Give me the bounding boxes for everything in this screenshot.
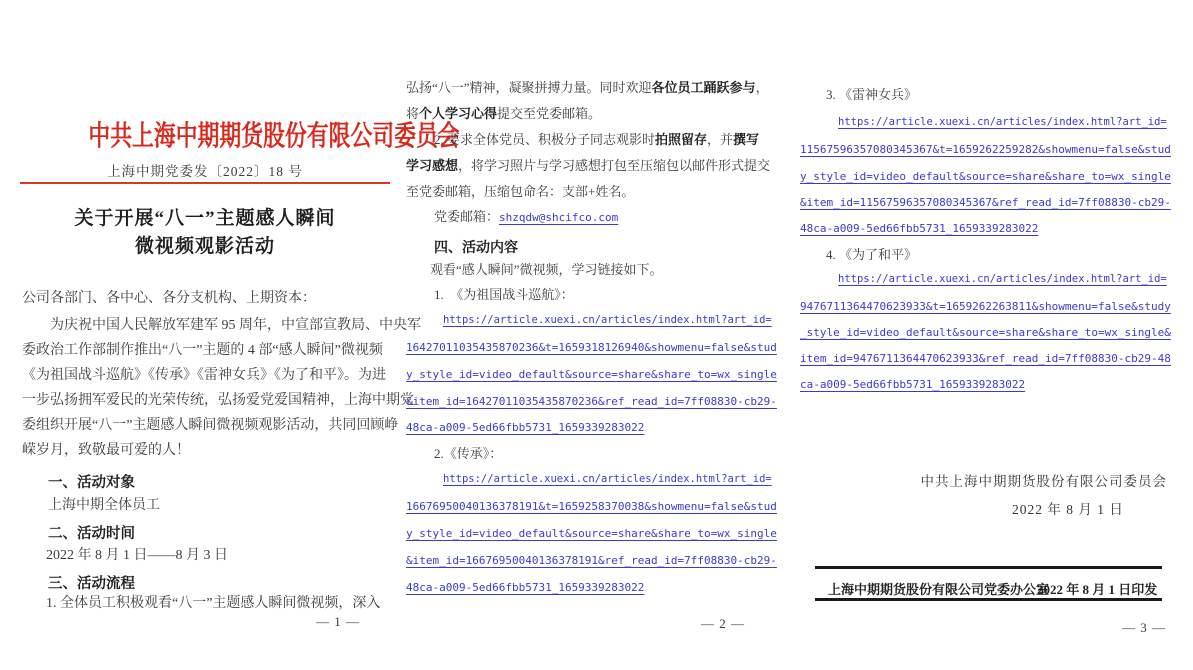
video-link-line[interactable]: &item_id=16676950040136378191&ref_read_id=7ff08830-cb29- (406, 554, 777, 567)
section-text-content: 观看“感人瞬间”微视频，学习链接如下。 (430, 262, 663, 277)
footer-divider-bottom (815, 598, 1162, 601)
page-number-2: — 2 — (701, 616, 745, 631)
signature-date: 2022 年 8 月 1 日 (1012, 502, 1124, 517)
bold-run: 撰写 (733, 132, 760, 147)
bold-run: 个人学习心得 (419, 106, 498, 121)
video-link-line[interactable]: y_style_id=video_default&source=share&share_to=wx_single (406, 527, 777, 540)
video-link-line[interactable]: item_id=9476711364470623933&ref_read_id=7ff08830-cb29-48 (800, 352, 1171, 365)
section-heading-time: 二、活动时间 (48, 526, 135, 542)
body-line (434, 132, 759, 147)
body-line (406, 80, 769, 95)
body-line (406, 106, 601, 121)
body-line: 委组织开展“八一”主题感人瞬间微视频观影活动，共同回顾峥 (22, 418, 399, 433)
email-link[interactable]: shzqdw@shcifco.com (499, 211, 619, 224)
text-run: ， (755, 80, 769, 95)
body-line: 《为祖国战斗巡航》《传承》《雷神女兵》《为了和平》。为进 (22, 368, 386, 383)
text-run: 2. 要求全体党员、积极分子同志观影时 (434, 132, 656, 147)
body-line (406, 158, 770, 173)
video-link-line[interactable]: y_style_id=video_default&source=share&share_to=wx_single (406, 368, 777, 381)
video-link-line[interactable]: https://article.xuexi.cn/articles/index.html?art_id= (838, 273, 1167, 285)
doc-title-line1: 关于开展“八一”主题感人瞬间 (74, 208, 336, 229)
section-heading-process: 三、活动流程 (48, 576, 135, 592)
video-link-line[interactable]: ca-a009-5ed66fbb5731_1659339283022 (800, 378, 1026, 391)
video-link-line[interactable]: 48ca-a009-5ed66fbb5731_1659339283022 (406, 581, 645, 594)
page-number-1: — 1 — (316, 614, 360, 629)
video-link-line[interactable]: _style_id=video_default&source=share&share_to=wx_single& (800, 326, 1171, 339)
section-heading-targets: 一、活动对象 (48, 475, 135, 491)
video-link-line[interactable]: 48ca-a009-5ed66fbb5731_1659339283022 (406, 421, 645, 434)
video-link-line[interactable]: https://article.xuexi.cn/articles/index.html?art_id= (443, 473, 772, 485)
doc-number: 上海中期党委发〔2022〕18 号 (107, 164, 303, 179)
footer-print-date: 2022 年 8 月 1 日印发 (1037, 582, 1158, 597)
bold-run: 各位员工踊跃参与 (651, 80, 756, 95)
org-title-text: 中共上海中期期货股份有限公司委员会 (88, 121, 460, 152)
bold-run: 拍照留存 (655, 132, 708, 147)
signature-org: 中共上海中期期货股份有限公司委员会 (920, 474, 1167, 489)
video-item-title-3: 3. 《雷神女兵》 (826, 87, 918, 102)
text-run: 弘扬“八一”精神，凝聚拼搏力量。同时欢迎 (406, 80, 652, 95)
video-link-line[interactable]: y_style_id=video_default&source=share&share_to=wx_single (800, 170, 1171, 183)
bold-run: 学习感想 (406, 158, 459, 173)
text-run: ，将学习照片与学习感想打包至压缩包以邮件形式提交 (458, 158, 771, 173)
video-item-title-1: 1. 《为祖国战斗巡航》： (434, 287, 574, 302)
video-item-title-4: 4. 《为了和平》 (826, 247, 918, 262)
video-link-line[interactable]: 16427011035435870236&t=1659318126940&showmenu=false&stud (406, 341, 777, 354)
video-link-line[interactable]: 11567596357080345367&t=1659262259282&showmenu=false&stud (800, 143, 1171, 156)
salutation: 公司各部门、各中心、各分支机构、上期资本： (22, 291, 316, 306)
section-text-targets: 上海中期全体员工 (48, 498, 160, 513)
email-line (434, 209, 618, 225)
video-link-line[interactable]: 9476711364470623933&t=1659262263811&showmenu=false&study (800, 300, 1171, 313)
body-line: 至党委邮箱，压缩包命名：支部+姓名。 (406, 184, 635, 199)
video-link-line[interactable]: 48ca-a009-5ed66fbb5731_1659339283022 (800, 222, 1039, 235)
body-line: 委政治工作部制作推出“八一”主题的 4 部“感人瞬间”微视频 (22, 343, 383, 358)
section-text-time: 2022 年 8 月 1 日——8 月 3 日 (46, 548, 228, 563)
video-link-line[interactable]: &item_id=11567596357080345367&ref_read_id=7ff08830-cb29- (800, 196, 1171, 209)
body-line: 嵘岁月，致敬最可爱的人！ (22, 443, 190, 458)
text-run: 提交至党委邮箱。 (497, 106, 602, 121)
video-link-line[interactable]: &item_id=16427011035435870236&ref_read_id=7ff08830-cb29- (406, 395, 777, 408)
footer-office: 上海中期期货股份有限公司党委办公室 (828, 582, 1050, 597)
doc-title-line2: 微视频观影活动 (134, 236, 275, 257)
video-link-line[interactable]: 16676950040136378191&t=1659258370038&showmenu=false&stud (406, 500, 777, 513)
video-item-title-2: 2.《传承》： (434, 446, 503, 461)
section-heading-content: 四、活动内容 (434, 239, 518, 255)
red-separator-line (20, 182, 390, 184)
body-line: 一步弘扬拥军爱民的光荣传统，弘扬爱党爱国精神，上海中期党 (22, 393, 414, 408)
video-link-line[interactable]: https://article.xuexi.cn/articles/index.html?art_id= (443, 314, 772, 326)
text-run: ，并 (707, 132, 734, 147)
section-text-process: 1. 全体员工积极观看“八一”主题感人瞬间微视频，深入 (46, 596, 381, 611)
video-link-line[interactable]: https://article.xuexi.cn/articles/index.html?art_id= (838, 116, 1167, 128)
email-label: 党委邮箱： (434, 209, 500, 224)
footer-divider-top (815, 566, 1162, 569)
body-line: 为庆祝中国人民解放军建军 95 周年，中宣部宣教局、中央军 (50, 318, 421, 333)
page-number-3: — 3 — (1122, 620, 1166, 635)
text-run: 将 (406, 106, 420, 121)
